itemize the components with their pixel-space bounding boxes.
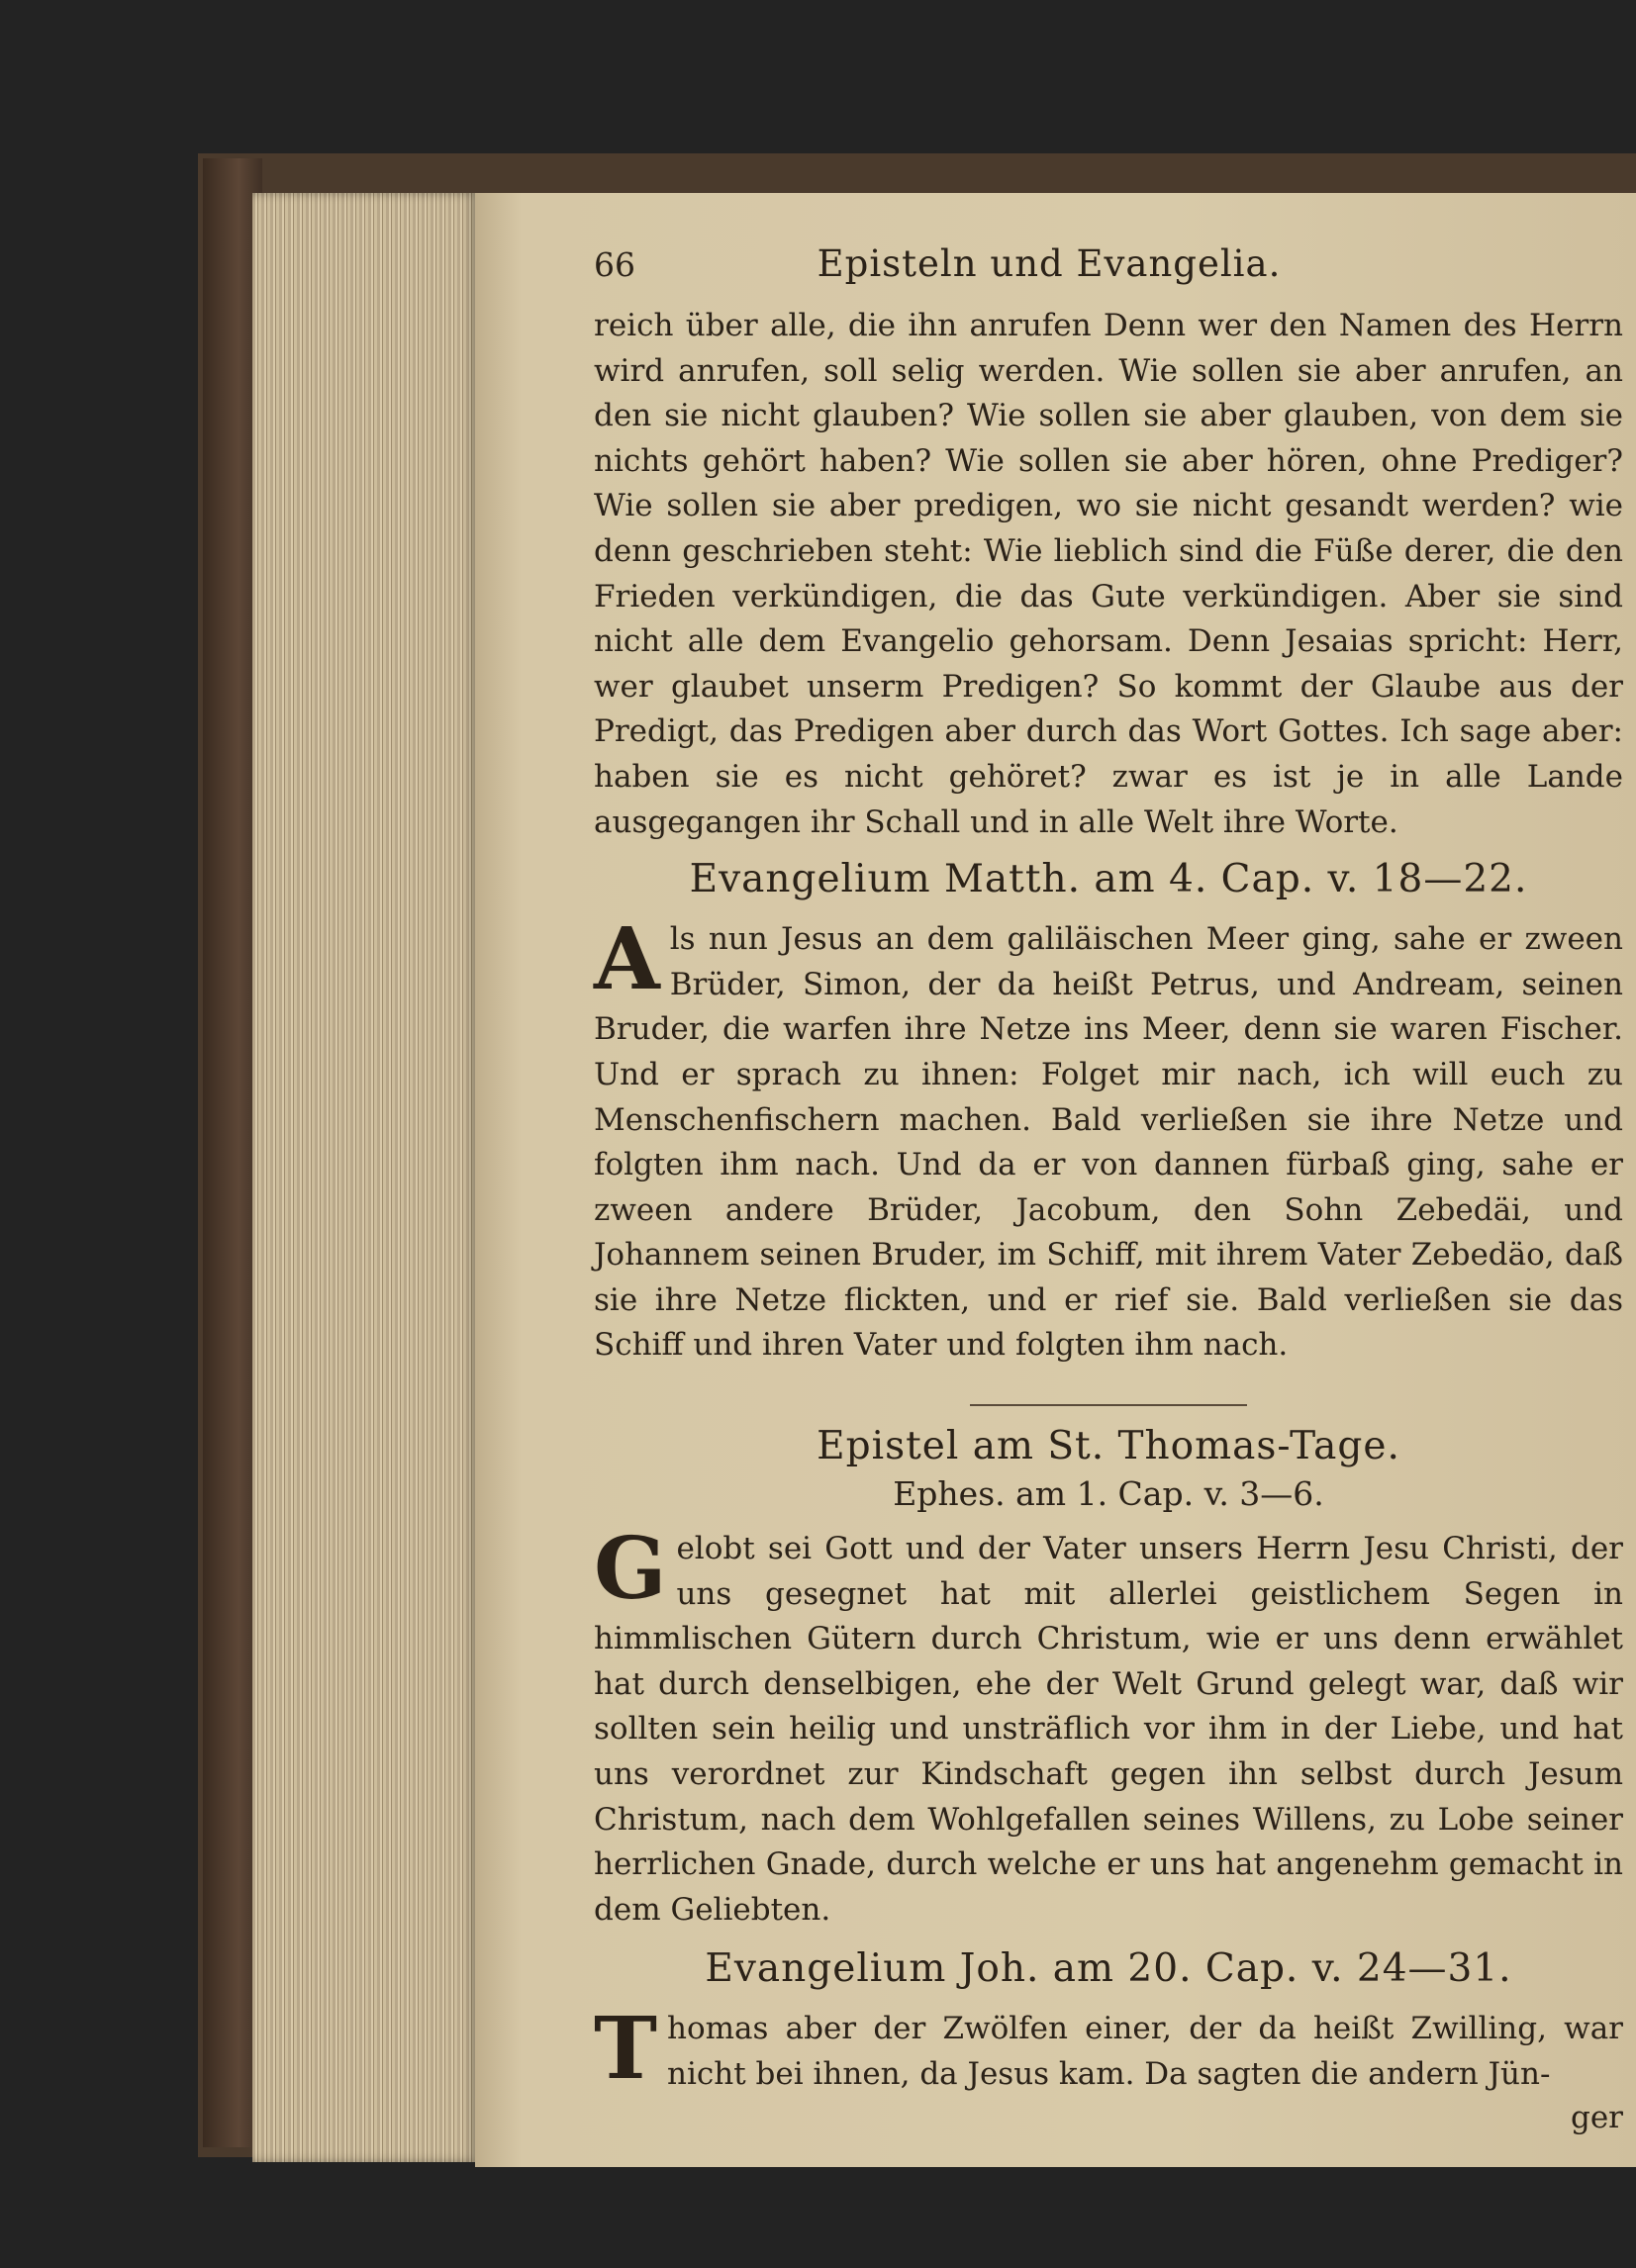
drop-cap: G [594, 1519, 667, 1620]
catchword: ger [1570, 2099, 1623, 2135]
section-body: elobt sei Gott und der Vater unsers Herrn Jesu Christi, der uns gesegnet hat mit allerlei geistlichem Segen in himmlischen Gütern durch Christum, wie er uns denn erwählet hat durch denselbigen, ehe der Welt Grund gelegt war, daß wir sollten sein heilig und unsträflich vor ihm in der Liebe, und hat uns verordnet zur Kindschaft gegen ihn selbst durch Jesum Christum, nach dem Wohlgefallen seines Willens, zu Lobe seiner herrlichen Gnade, durch welche er uns hat angenehm gemacht in dem Geliebten. [594, 1531, 1623, 1928]
section-text-matthew [594, 909, 1623, 1369]
section-heading-matthew: Evangelium Matth. am 4. Cap. v. 18—22. [689, 857, 1528, 902]
section-body: ls nun Jesus an dem galiläischen Meer ging, sahe er zween Brüder, Simon, der da heißt Petrus, und Andream, seinen Bruder, die warfen ihre Netze ins Meer, denn sie waren Fischer. Und er sprach zu ihnen: Folget mir nach, ich will euch zu Menschenfischern machen. Bald verließen sie ihre Netze und folgten ihm nach. Und da er von dannen fürbaß ging, sahe er zween andere Brüder, Jacobum, den Sohn Zebedäi, und Johannem seinen Bruder, im Schiff, mit ihrem Vater Zebedäo, daß sie ihre Netze flickten, und er rief sie. Bald verließen sie das Schiff und ihren Vater und folgten ihm nach. [594, 921, 1623, 1364]
drop-cap: T [594, 1999, 657, 2100]
section-text-john [594, 1999, 1623, 2100]
drop-cap: A [594, 909, 660, 1010]
intro-paragraph: reich über alle, die ihn anrufen Denn wer den Namen des Herrn wird anrufen, soll selig werden. Wie sollen sie aber anrufen, an den sie nicht glauben? Wie sollen sie aber glauben, von dem sie nichts gehört haben? Wie sollen sie aber hören, ohne Prediger? Wie sollen sie aber predigen, wo sie nicht gesandt werden? wie denn geschrieben steht: Wie lieblich sind die Füße derer, die den Frieden verkündigen, die das Gute verkündigen. Aber sie sind nicht alle dem Evangelio gehorsam. Denn Jesaias spricht: Herr, wer glaubet unserm Predigen? So kommt der Glaube aus der Predigt, das Predigen aber durch das Wort Gottes. Ich sage aber: haben sie es nicht gehöret? zwar es ist je in alle Lande ausgegangen ihr Schall und in alle Welt ihre Worte. [594, 308, 1623, 840]
page-number: 66 [594, 245, 635, 284]
running-head: Episteln und Evangelia. [817, 242, 1282, 285]
page-text-block [594, 242, 1623, 2137]
section-heading-john: Evangelium Joh. am 20. Cap. v. 24—31. [705, 1946, 1512, 1992]
page-edges [252, 193, 480, 2162]
section-divider [970, 1404, 1247, 1406]
section-body: homas aber der Zwölfen einer, der da heißt Zwilling, war nicht bei ihnen, da Jesus kam. Da sagten die andern Jün- [667, 2011, 1623, 2092]
section-subheading-ephesians: Ephes. am 1. Cap. v. 3—6. [893, 1474, 1324, 1514]
page-header [594, 242, 1623, 304]
section-heading-thomas: Epistel am St. Thomas-Tage. [817, 1424, 1400, 1469]
book-page [475, 193, 1636, 2167]
section-text-ephesians [594, 1519, 1623, 1933]
